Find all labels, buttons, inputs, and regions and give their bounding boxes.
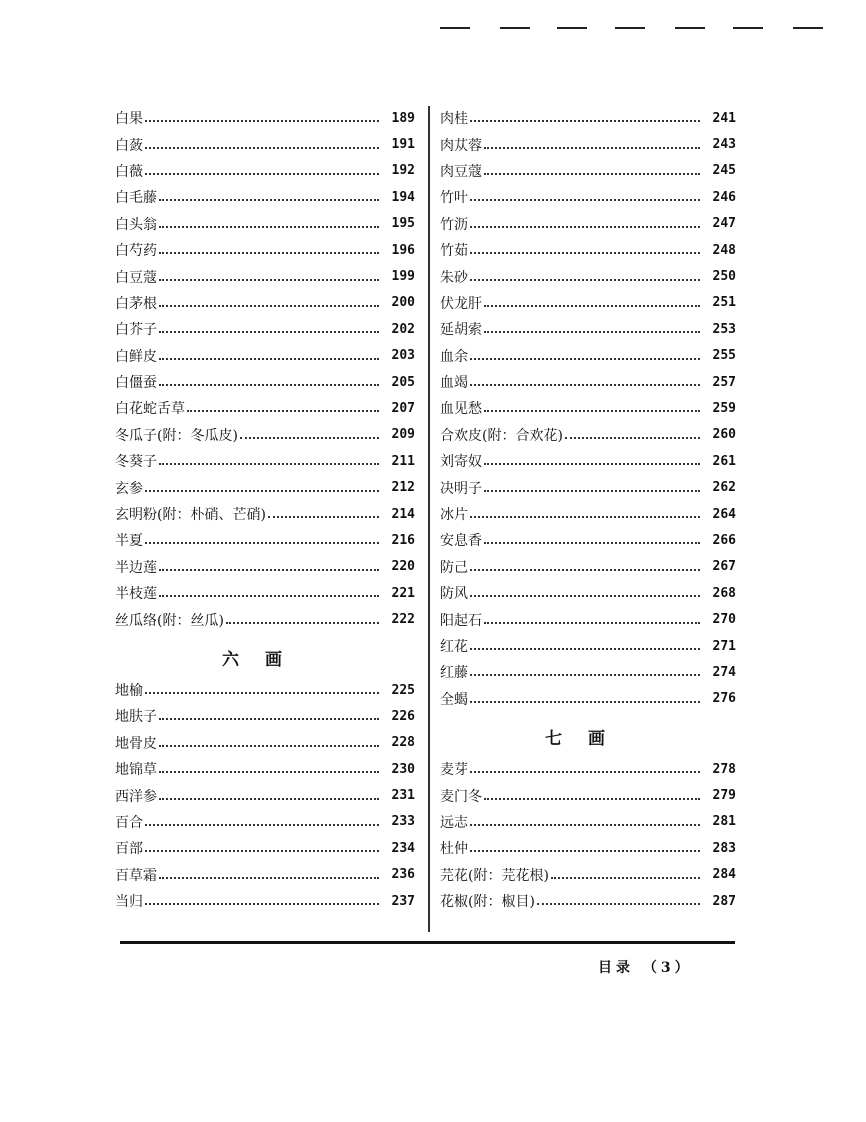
section-title: 七画: [545, 728, 631, 749]
toc-entry[interactable]: [115, 554, 415, 580]
entry-name: 全蝎: [440, 691, 468, 708]
toc-entry[interactable]: [440, 809, 736, 835]
toc-entry[interactable]: [115, 888, 415, 914]
toc-entry[interactable]: [440, 263, 736, 289]
toc-entry[interactable]: [440, 422, 736, 448]
entry-page: 199: [391, 269, 415, 285]
dot-leader: [159, 279, 379, 281]
entry-name: 丝瓜络(附：丝瓜): [115, 612, 224, 629]
toc-entry[interactable]: [440, 633, 736, 659]
entry-name: 白毛藤: [115, 190, 157, 207]
dot-leader: [145, 173, 379, 175]
entry-page: 205: [391, 374, 415, 390]
toc-entry[interactable]: [440, 527, 736, 553]
entry-name: 杜仲: [440, 841, 468, 858]
dot-leader: [484, 410, 700, 412]
dot-leader: [470, 595, 700, 597]
entry-page: 278: [712, 761, 736, 777]
dot-leader: [484, 305, 700, 307]
toc-entry[interactable]: [440, 395, 736, 421]
entry-page: 216: [391, 532, 415, 548]
entry-page: 207: [391, 400, 415, 416]
entry-name: 竹沥: [440, 216, 468, 233]
entry-page: 270: [712, 612, 736, 628]
toc-entry[interactable]: [440, 184, 736, 210]
toc-entry[interactable]: [115, 316, 415, 342]
entry-name: 白豆蔻: [115, 269, 157, 286]
dot-leader: [145, 490, 379, 492]
dot-leader: [226, 622, 379, 624]
entry-name: 白鲜皮: [115, 348, 157, 365]
toc-section-entries: [440, 756, 736, 914]
entry-name: 白芍药: [115, 243, 157, 260]
entry-name: 半枝莲: [115, 586, 157, 603]
dot-leader: [470, 120, 700, 122]
entry-page: 231: [391, 788, 415, 804]
toc-entry[interactable]: [115, 677, 415, 703]
dot-leader: [159, 226, 379, 228]
dot-leader: [484, 173, 700, 175]
entry-page: 222: [391, 612, 415, 628]
entry-page: 234: [391, 840, 415, 856]
dot-leader: [565, 437, 700, 439]
entry-name: 刘寄奴: [440, 454, 482, 471]
dash: [557, 27, 587, 29]
toc-entry[interactable]: [115, 835, 415, 861]
entry-name: 半夏: [115, 533, 143, 550]
entry-page: 255: [712, 348, 736, 364]
entry-name: 白僵蚕: [115, 375, 157, 392]
entry-page: 202: [391, 321, 415, 337]
entry-page: 200: [391, 295, 415, 311]
entry-name: 白头翁: [115, 216, 157, 233]
dot-leader: [159, 718, 379, 720]
entry-name: 竹叶: [440, 190, 468, 207]
entry-page: 267: [712, 559, 736, 575]
dot-leader: [268, 516, 379, 518]
dot-leader: [145, 903, 379, 905]
entry-name: 合欢皮(附：合欢花): [440, 427, 563, 444]
toc-entry[interactable]: [115, 730, 415, 756]
toc-entry[interactable]: [115, 395, 415, 421]
entry-page: 245: [712, 163, 736, 179]
toc-entry[interactable]: [115, 211, 415, 237]
toc-entries: [440, 105, 736, 712]
entry-page: 266: [712, 532, 736, 548]
entry-name: 白蔹: [115, 137, 143, 154]
entry-name: 白花蛇舌草: [115, 401, 185, 418]
dot-leader: [159, 199, 379, 201]
toc-entry[interactable]: [440, 211, 736, 237]
entry-page: 211: [391, 453, 415, 469]
toc-entry[interactable]: [440, 105, 736, 131]
entry-name: 百部: [115, 841, 143, 858]
entry-name: 麦门冬: [440, 788, 482, 805]
dot-leader: [159, 771, 379, 773]
toc-entry[interactable]: [115, 422, 415, 448]
entry-name: 冰片: [440, 507, 468, 524]
toc-section-entries: [115, 677, 415, 915]
entry-page: 283: [712, 840, 736, 856]
entry-page: 237: [391, 893, 415, 909]
entry-name: 安息香: [440, 533, 482, 550]
toc-entry[interactable]: [440, 343, 736, 369]
entry-page: 261: [712, 453, 736, 469]
entry-page: 281: [712, 814, 736, 830]
dot-leader: [470, 674, 700, 676]
entry-name: 伏龙肝: [440, 295, 482, 312]
toc-entry[interactable]: [115, 131, 415, 157]
entry-name: 当归: [115, 894, 143, 911]
entry-page: 233: [391, 814, 415, 830]
dot-leader: [470, 771, 700, 773]
toc-left-column: [115, 105, 415, 914]
entry-name: 红花: [440, 639, 468, 655]
entry-page: 214: [391, 506, 415, 522]
toc-entry[interactable]: [440, 158, 736, 184]
dot-leader: [159, 569, 379, 571]
entry-page: 259: [712, 400, 736, 416]
dot-leader: [551, 877, 700, 879]
dot-leader: [470, 199, 700, 201]
entry-page: 212: [391, 480, 415, 496]
page-footer: 目录 （3）: [598, 960, 693, 976]
dot-leader: [145, 824, 379, 826]
entry-name: 防己: [440, 559, 468, 576]
dash: [440, 27, 470, 29]
dot-leader: [159, 595, 379, 597]
entry-page: 226: [391, 708, 415, 724]
entry-name: 防风: [440, 586, 468, 603]
dot-leader: [145, 850, 379, 852]
toc-entry[interactable]: [115, 343, 415, 369]
entry-page: 248: [712, 242, 736, 258]
dot-leader: [470, 384, 700, 386]
dot-leader: [470, 824, 700, 826]
toc-entry[interactable]: [440, 756, 736, 782]
dot-leader: [159, 798, 379, 800]
toc-entry[interactable]: [115, 369, 415, 395]
toc-entry[interactable]: [115, 809, 415, 835]
entry-page: 257: [712, 374, 736, 390]
entry-page: 247: [712, 216, 736, 232]
entry-name: 百草霜: [115, 867, 157, 884]
entry-page: 230: [391, 761, 415, 777]
toc-entry[interactable]: [115, 527, 415, 553]
entry-page: 250: [712, 269, 736, 285]
toc-entry[interactable]: [440, 448, 736, 474]
entry-name: 白芥子: [115, 322, 157, 339]
toc-entry[interactable]: [115, 756, 415, 782]
toc-entry[interactable]: [115, 703, 415, 729]
entry-page: 243: [712, 137, 736, 153]
entry-name: 远志: [440, 814, 468, 831]
entry-name: 百合: [115, 814, 143, 831]
toc-entry[interactable]: [440, 474, 736, 500]
dot-leader: [145, 120, 379, 122]
entry-name: 冬葵子: [115, 454, 157, 471]
entry-page: 225: [391, 682, 415, 698]
toc-entry[interactable]: [115, 263, 415, 289]
dot-leader: [470, 569, 700, 571]
toc-entry[interactable]: [440, 316, 736, 342]
toc-entry[interactable]: [115, 290, 415, 316]
entry-name: 玄明粉(附：朴硝、芒硝): [115, 507, 266, 524]
toc-entry[interactable]: [440, 554, 736, 580]
entry-page: 236: [391, 867, 415, 883]
entry-page: 268: [712, 585, 736, 601]
entry-name: 血见愁: [440, 401, 482, 418]
toc-entry[interactable]: [440, 659, 736, 685]
dot-leader: [159, 252, 379, 254]
toc-entry[interactable]: [115, 237, 415, 263]
toc-entry[interactable]: [440, 606, 736, 632]
dot-leader: [484, 147, 700, 149]
toc-entry[interactable]: [115, 580, 415, 606]
entry-name: 白果: [115, 111, 143, 128]
entry-name: 地骨皮: [115, 735, 157, 752]
toc-entry[interactable]: [115, 474, 415, 500]
entry-name: 肉豆蔻: [440, 163, 482, 180]
dot-leader: [470, 850, 700, 852]
toc-entry[interactable]: [440, 862, 736, 888]
entry-name: 肉苁蓉: [440, 137, 482, 154]
entry-name: 西洋参: [115, 788, 157, 805]
toc-entry[interactable]: [440, 501, 736, 527]
entry-name: 玄参: [115, 480, 143, 497]
entry-name: 花椒(附：椒目): [440, 894, 535, 911]
entry-page: 196: [391, 242, 415, 258]
dot-leader: [470, 252, 700, 254]
entry-name: 阳起石: [440, 612, 482, 629]
dash: [733, 27, 763, 29]
dot-leader: [159, 745, 379, 747]
dot-leader: [145, 542, 379, 544]
entry-name: 白薇: [115, 163, 143, 180]
dash: [500, 27, 530, 29]
dash: [793, 27, 823, 29]
entry-page: 246: [712, 189, 736, 205]
toc-entry[interactable]: [115, 448, 415, 474]
entry-page: 228: [391, 735, 415, 751]
entry-name: 地榆: [115, 683, 143, 699]
entry-page: 251: [712, 295, 736, 311]
entry-name: 冬瓜子(附：冬瓜皮): [115, 427, 238, 444]
entry-page: 274: [712, 664, 736, 680]
entry-name: 芫花(附：芫花根): [440, 867, 549, 884]
toc-right-column: [440, 105, 736, 914]
entry-page: 253: [712, 321, 736, 337]
entry-page: 189: [391, 110, 415, 126]
entry-name: 血余: [440, 348, 468, 365]
entry-page: 192: [391, 163, 415, 179]
toc-entry[interactable]: [440, 237, 736, 263]
entry-name: 朱砂: [440, 269, 468, 286]
column-divider: [428, 106, 430, 932]
entry-name: 麦芽: [440, 762, 468, 779]
dot-leader: [159, 331, 379, 333]
entry-name: 决明子: [440, 480, 482, 497]
entry-name: 白茅根: [115, 295, 157, 312]
entry-page: 287: [712, 893, 736, 909]
toc-entry[interactable]: [115, 606, 415, 632]
dot-leader: [484, 331, 700, 333]
dash: [675, 27, 705, 29]
entry-page: 271: [712, 638, 736, 654]
entry-page: 209: [391, 427, 415, 443]
dot-leader: [159, 877, 379, 879]
toc-entry[interactable]: [440, 782, 736, 808]
entry-name: 半边莲: [115, 559, 157, 576]
entry-page: 220: [391, 559, 415, 575]
entry-page: 203: [391, 348, 415, 364]
dot-leader: [537, 903, 700, 905]
entry-page: 221: [391, 585, 415, 601]
dash: [615, 27, 645, 29]
dot-leader: [470, 701, 700, 703]
dot-leader: [159, 463, 379, 465]
dot-leader: [470, 648, 700, 650]
toc-entry[interactable]: [440, 888, 736, 914]
dot-leader: [484, 798, 700, 800]
entry-page: 262: [712, 480, 736, 496]
toc-entry[interactable]: [440, 580, 736, 606]
toc-entry[interactable]: [440, 369, 736, 395]
dot-leader: [470, 516, 700, 518]
toc-entry[interactable]: [440, 835, 736, 861]
toc-entry[interactable]: [440, 290, 736, 316]
entry-name: 竹茹: [440, 243, 468, 260]
dot-leader: [159, 384, 379, 386]
entry-name: 延胡索: [440, 322, 482, 339]
entry-page: 241: [712, 110, 736, 126]
dot-leader: [484, 542, 700, 544]
entry-page: 279: [712, 788, 736, 804]
entry-name: 肉桂: [440, 111, 468, 128]
toc-entry[interactable]: [440, 131, 736, 157]
toc-entry[interactable]: [115, 184, 415, 210]
dot-leader: [145, 147, 379, 149]
entry-page: 191: [391, 137, 415, 153]
entry-name: 地锦草: [115, 762, 157, 779]
toc-entry[interactable]: [115, 501, 415, 527]
dot-leader: [470, 279, 700, 281]
toc-entries: [115, 105, 415, 633]
entry-page: 194: [391, 189, 415, 205]
dot-leader: [240, 437, 379, 439]
entry-page: 260: [712, 427, 736, 443]
entry-page: 284: [712, 867, 736, 883]
dot-leader: [484, 490, 700, 492]
dot-leader: [484, 463, 700, 465]
dot-leader: [145, 692, 379, 694]
dot-leader: [159, 305, 379, 307]
section-title: 六画: [222, 649, 308, 670]
toc-entry[interactable]: [115, 105, 415, 131]
dot-leader: [159, 358, 379, 360]
entry-name: 血竭: [440, 375, 468, 392]
entry-page: 264: [712, 506, 736, 522]
entry-name: 红藤: [440, 665, 468, 682]
toc-entry[interactable]: [115, 782, 415, 808]
dot-leader: [470, 226, 700, 228]
entry-page: 195: [391, 216, 415, 232]
dot-leader: [484, 622, 700, 624]
entry-page: 276: [712, 691, 736, 707]
toc-entry[interactable]: [115, 862, 415, 888]
bottom-rule: [120, 941, 735, 944]
toc-entry[interactable]: [115, 158, 415, 184]
dot-leader: [470, 358, 700, 360]
toc-entry[interactable]: [440, 686, 736, 712]
entry-name: 地肤子: [115, 709, 157, 726]
dot-leader: [187, 410, 379, 412]
